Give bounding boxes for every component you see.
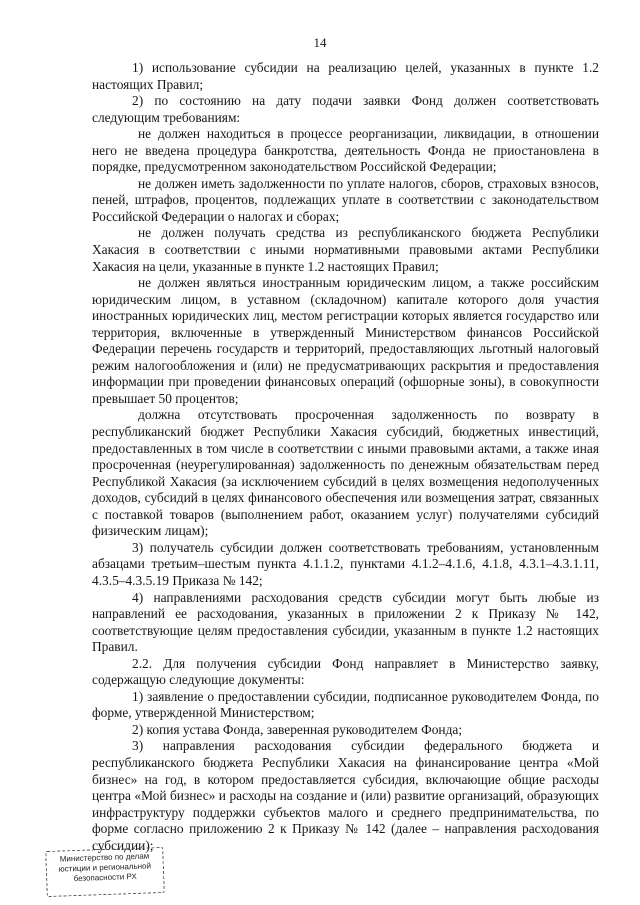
document-list-item-3: 3) направления расходования субсидии федерального бюджета и республиканского бюджета Республики Хакасия на финансирование центра «Мой бизнес» на год, в котором предоставляется субсидия, включающие общие расходы центра «Мой бизнес» и расходы на создание и (или) развитие организаций, образующих инфраструктуру поддержки субъектов малого и среднего предпринимательства, по форме согласно приложению 2 к Приказу № 142 (далее – направления расходования субсидии);: [92, 738, 599, 853]
requirement-not-foreign-entity: не должен являться иностранным юридическим лицом, а также российским юридическим лицом, в уставном (складочном) капитале которого доля участия иностранных юридических лиц, местом регистрации которых является государство или территория, включенные в утвержденный Министерством финансов Российской Федерации перечень государств и территорий, предоставляющих льготный налоговый режим налогообложения и (или) не предусматривающих раскрытия и предоставления информации при проведении финансовых операций (офшорные зоны), в совокупности превышает 50 процентов;: [92, 275, 599, 406]
requirement-no-overdue-debt: должна отсутствовать просроченная задолженность по возврату в республиканский бюджет Республики Хакасия субсидий, бюджетных инвестиций, предоставленных в том числе в соответствии с иными правовыми актами, а также иная просроченная (неурегулированная) задолженность по денежным обязательствам перед Республикой Хакасия (за исключением субсидий в целях возмещения недополученных доходов, субсидий в целях финансового обеспечения или возмещения затрат, связанных с поставкой товаров (выполнением работ, оказанием услуг) получателями субсидий физическим лицам);: [92, 407, 599, 539]
requirement-no-other-funds: не должен получать средства из республиканского бюджета Республики Хакасия в соответствии с иными нормативными правовыми актами Республики Хакасия на цели, указанные в пункте 1.2 настоящих Правил;: [92, 225, 599, 274]
paragraph-item-1: 1) использование субсидии на реализацию целей, указанных в пункте 1.2 настоящих Правил;: [92, 60, 599, 92]
stamp-line-3: безопасности РХ: [73, 871, 137, 884]
requirement-no-reorganization: не должен находиться в процессе реорганизации, ликвидации, в отношении него не введена процедура банкротства, деятельность Фонда не приостановлена в порядке, предусмотренном законодательством Российской Федерации;: [92, 126, 599, 175]
document-body: [92, 60, 599, 854]
requirement-no-tax-debt: не должен иметь задолженности по уплате налогов, сборов, страховых взносов, пеней, штрафов, процентов, подлежащих уплате в соответствии с законодательством Российской Федерации о налогах и сборах;: [92, 175, 599, 224]
paragraph-item-3: 3) получатель субсидии должен соответствовать требованиям, установленным абзацами третьим–шестым пункта 4.1.1.2, пунктами 4.1.2–4.1.6, 4.1.8, 4.3.1–4.3.1.11, 4.3.5–4.3.5.19 Приказа № 142;: [92, 539, 599, 588]
stamp-line-2: юстиции и региональной: [58, 861, 152, 874]
paragraph-section-2-2: 2.2. Для получения субсидии Фонд направляет в Министерство заявку, содержащую следующие документы:: [92, 655, 599, 688]
paragraph-item-4: 4) направлениями расходования средств субсидии могут быть любые из направлений ее расходования, указанных в приложении 2 к Приказу № 142, соответствующие целям предоставления субсидии, указанным в пункте 1.2 настоящих Правил.: [92, 589, 599, 655]
page-number: 14: [313, 35, 327, 50]
paragraph-item-2: 2) по состоянию на дату подачи заявки Фонд должен соответствовать следующим требованиям:: [92, 93, 599, 125]
document-list-item-1: 1) заявление о предоставлении субсидии, подписанное руководителем Фонда, по форме, утвержденной Министерством;: [92, 688, 599, 721]
registration-stamp: [45, 847, 165, 897]
stamp-line-1: Министерство по делам: [59, 851, 150, 864]
document-list-item-2: 2) копия устава Фонда, заверенная руководителем Фонда;: [132, 721, 463, 737]
